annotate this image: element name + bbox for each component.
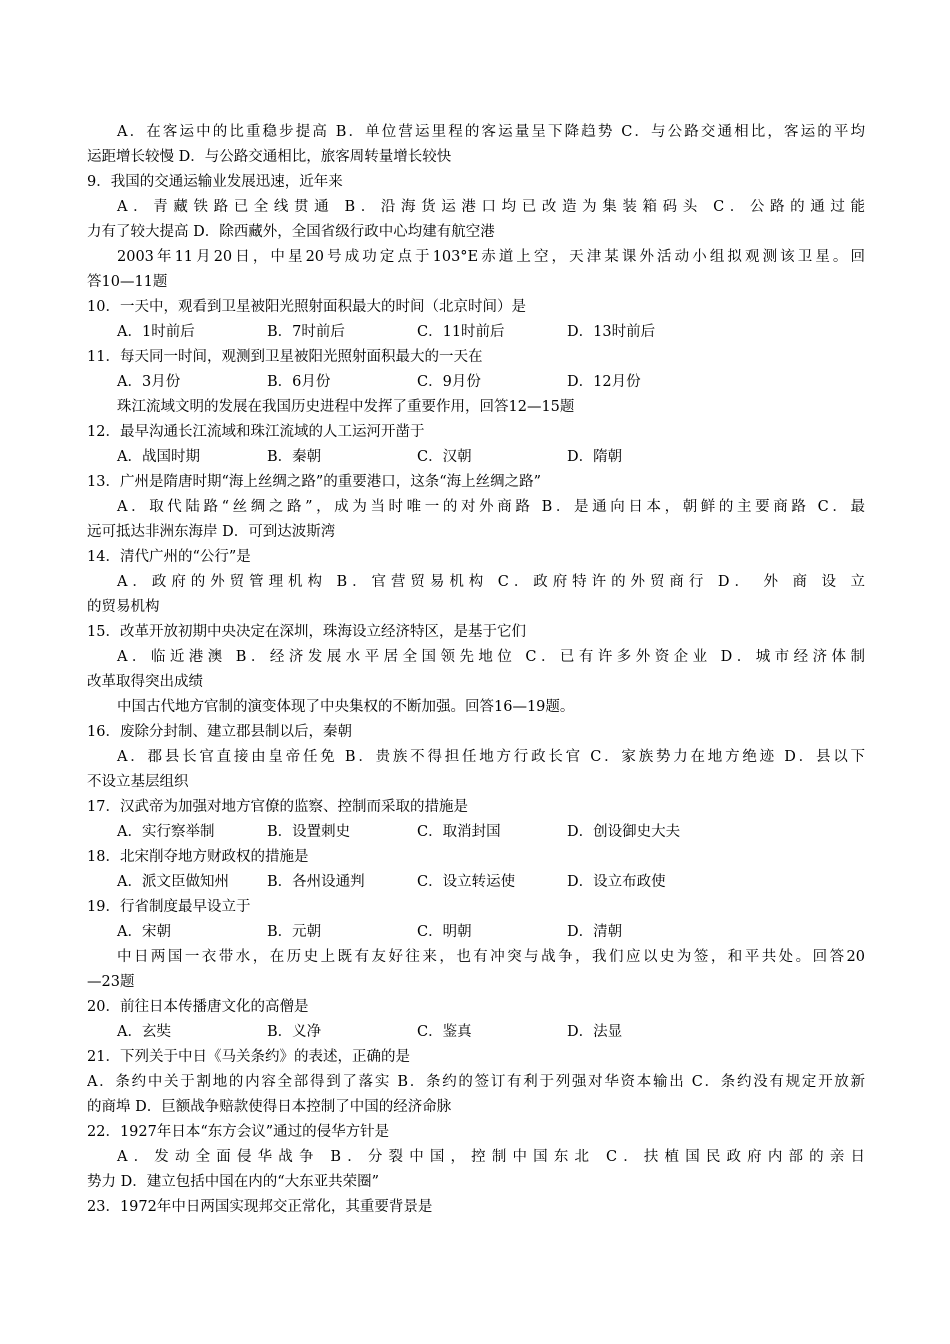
q10-option-c: C．11时前后 <box>417 324 505 340</box>
q17-option-a: A．实行察举制 <box>117 824 215 840</box>
q19-option-b: B．元朝 <box>267 924 322 940</box>
q22-options-line1: A．发动全面侵华战争 B．分裂中国，控制中国东北 C．扶植国民政府内部的亲日 <box>117 1149 865 1165</box>
q17-stem: 17．汉武帝为加强对地方官僚的监察、控制而采取的措施是 <box>87 799 468 815</box>
q8-options-line1: A．在客运中的比重稳步提高 B．单位营运里程的客运量呈下降趋势 C．与公路交通相比，客运的平均 <box>117 124 865 140</box>
q20-options <box>87 1020 865 1045</box>
passage-12-15: 珠江流域文明的发展在我国历史进程中发挥了重要作用，回答12—15题 <box>117 399 575 415</box>
q19-option-d: D．清朝 <box>567 924 623 940</box>
q19-option-a: A．宋朝 <box>117 924 171 940</box>
q10-stem: 10．一天中，观看到卫星被阳光照射面积最大的时间（北京时间）是 <box>87 299 526 315</box>
q12-option-c: C．汉朝 <box>417 449 472 465</box>
q18-stem: 18．北宋削夺地方财政权的措施是 <box>87 849 309 865</box>
q10-option-a: A．1时前后 <box>117 324 195 340</box>
q11-stem: 11．每天同一时间，观测到卫星被阳光照射面积最大的一天在 <box>87 349 483 365</box>
q18-option-c: C．设立转运使 <box>417 874 516 890</box>
q20-option-c: C．鉴真 <box>417 1024 472 1040</box>
q13-options-line1: A．取代陆路“丝绸之路”，成为当时唯一的对外商路 B．是通向日本，朝鲜的主要商路 C．最 <box>117 499 865 515</box>
q19-options <box>87 920 865 945</box>
q14-options-line2: 的贸易机构 <box>87 599 160 615</box>
q21-options-line1: A．条约中关于割地的内容全部得到了落实 B．条约的签订有利于列强对华资本输出 C．条约没有规定开放新 <box>87 1074 865 1090</box>
q13-stem: 13．广州是隋唐时期“海上丝绸之路”的重要港口，这条“海上丝绸之路” <box>87 474 542 490</box>
q18-option-a: A．派文臣做知州 <box>117 874 229 890</box>
q15-options-line1: A．临近港澳 B．经济发展水平居全国领先地位 C．已有许多外资企业 D．城市经济体制 <box>117 649 865 665</box>
q22-options-line2: 势力 D．建立包括中国在内的“大东亚共荣圈” <box>87 1174 380 1190</box>
q11-option-b: B．6月份 <box>267 374 331 390</box>
q18-options <box>87 870 865 895</box>
q22-stem: 22．1927年日本“东方会议”通过的侵华方针是 <box>87 1124 390 1140</box>
q12-option-b: B．秦朝 <box>267 449 322 465</box>
q16-options-line2: 不设立基层组织 <box>87 774 189 790</box>
q12-option-a: A．战国时期 <box>117 449 200 465</box>
q9-stem: 9．我国的交通运输业发展迅速，近年来 <box>87 174 343 190</box>
q21-stem: 21．下列关于中日《马关条约》的表述，正确的是 <box>87 1049 410 1065</box>
q19-option-c: C．明朝 <box>417 924 472 940</box>
exam-page <box>87 120 865 1220</box>
q16-options-line1: A．郡县长官直接由皇帝任免 B．贵族不得担任地方行政长官 C．家族势力在地方绝迹 D．县以下 <box>117 749 865 765</box>
q21-options-line2: 的商埠 D．巨额战争赔款使得日本控制了中国的经济命脉 <box>87 1099 452 1115</box>
q17-option-b: B．设置刺史 <box>267 824 351 840</box>
q11-option-d: D．12月份 <box>567 374 641 390</box>
passage-10-11-line1: 2003年11月20日，中星20号成功定点于103°E赤道上空，天津某课外活动小组拟观测该卫星。回 <box>117 249 865 265</box>
q18-option-b: B．各州设通判 <box>267 874 365 890</box>
q17-option-c: C．取消封国 <box>417 824 501 840</box>
q20-stem: 20．前往日本传播唐文化的高僧是 <box>87 999 309 1015</box>
q12-option-d: D．隋朝 <box>567 449 623 465</box>
q16-stem: 16．废除分封制、建立郡县制以后，秦朝 <box>87 724 352 740</box>
q13-options-line2: 远可抵达非洲东海岸 D．可到达波斯湾 <box>87 524 336 540</box>
q11-option-c: C．9月份 <box>417 374 481 390</box>
passage-10-11-line2: 答10—11题 <box>87 274 168 290</box>
q17-option-d: D．创设御史大夫 <box>567 824 681 840</box>
q9-options-line1: A．青藏铁路已全线贯通 B．沿海货运港口均已改造为集装箱码头 C．公路的通过能 <box>117 199 865 215</box>
q9-options-line2: 力有了较大提高 D．除西藏外，全国省级行政中心均建有航空港 <box>87 224 495 240</box>
q12-options <box>87 445 865 470</box>
q18-option-d: D．设立布政使 <box>567 874 666 890</box>
q11-option-a: A．3月份 <box>117 374 181 390</box>
passage-20-23-line2: —23题 <box>87 974 135 990</box>
passage-16-19: 中国古代地方官制的演变体现了中央集权的不断加强。回答16—19题。 <box>117 699 575 715</box>
q10-option-d: D．13时前后 <box>567 324 656 340</box>
q15-stem: 15．改革开放初期中央决定在深圳，珠海设立经济特区，是基于它们 <box>87 624 526 640</box>
q14-options-line1: A．政府的外贸管理机构 B．官营贸易机构 C．政府特许的外贸商行 D． 外 商 设 立 <box>117 574 865 590</box>
q8-options-line2: 运距增长较慢 D．与公路交通相比，旅客周转量增长较快 <box>87 149 452 165</box>
q15-options-line2: 改革取得突出成绩 <box>87 674 203 690</box>
q20-option-a: A．玄奘 <box>117 1024 171 1040</box>
q12-stem: 12．最早沟通长江流域和珠江流域的人工运河开凿于 <box>87 424 425 440</box>
q14-stem: 14．清代广州的“公行”是 <box>87 549 251 565</box>
q20-option-b: B．义净 <box>267 1024 322 1040</box>
q10-option-b: B．7时前后 <box>267 324 345 340</box>
q23-stem: 23．1972年中日两国实现邦交正常化，其重要背景是 <box>87 1199 433 1215</box>
q11-options <box>87 370 865 395</box>
q10-options <box>87 320 865 345</box>
q20-option-d: D．法显 <box>567 1024 623 1040</box>
q19-stem: 19．行省制度最早设立于 <box>87 899 251 915</box>
q17-options <box>87 820 865 845</box>
passage-20-23-line1: 中日两国一衣带水，在历史上既有友好往来，也有冲突与战争，我们应以史为签，和平共处。回答20 <box>117 949 865 965</box>
